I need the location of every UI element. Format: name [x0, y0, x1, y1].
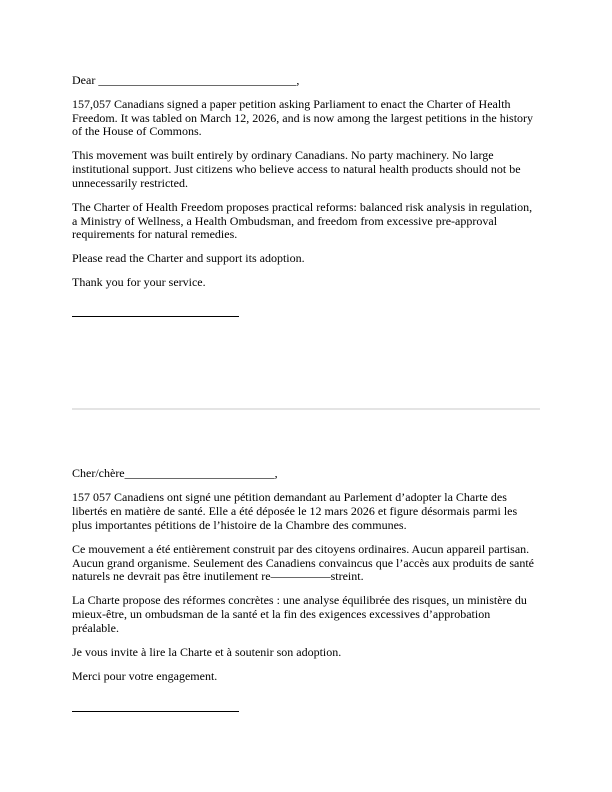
signature-line-en [72, 316, 239, 317]
paragraph-en-movement: This movement was built entirely by ordinary Canadians. No party machinery. No large institutional support. Just citizens who believe access to natural health products should not be unnecessarily restricted. [72, 148, 521, 190]
paragraph-en-request: Please read the Charter and support its adoption. [72, 251, 305, 266]
paragraph-fr-thanks: Merci pour votre engagement. [72, 668, 218, 683]
paragraph-en-petition: 157,057 Canadians signed a paper petition asking Parliament to enact the Charter of Health Freedom. It was tabled on March 12, 2026, and is now among the largest petitions in the history of the House of Commons. [72, 97, 534, 139]
paragraph-fr-reforms: La Charte propose des réformes concrètes : une analyse équilibrée des risques, un ministère du mieux-être, un ombudsman de la santé et la fin des exigences excessives d’approbation préalable. [72, 593, 527, 635]
paragraph-fr-movement: Ce mouvement a été entièrement construit par des citoyens ordinaires. Aucun appareil partisan. Aucun grand organisme. Seulement des Canadiens convaincus que l’accès aux produits de santé naturels ne devrait pas être inutilement re—————streint. [72, 541, 534, 584]
paragraph-en-reforms: The Charter of Health Freedom proposes practical reforms: balanced risk analysis in regulation, a Ministry of Wellness, a Health Ombudsman, and freedom from excessive pre-approval requirements for natural remedies. [72, 199, 533, 242]
section-divider [72, 408, 540, 411]
greeting-line-fr: Cher/chère_________________________, [72, 466, 278, 481]
greeting-line-en: Dear _________________________________, [72, 73, 300, 87]
page-content [72, 74, 540, 712]
letter-english-section [72, 74, 540, 317]
paragraph-en-thanks: Thank you for your service. [72, 275, 206, 290]
signature-line-fr [72, 711, 239, 712]
letter-french-section [72, 467, 540, 712]
paragraph-fr-request: Je vous invite à lire la Charte et à soutenir son adoption. [72, 644, 342, 659]
paragraph-fr-petition: 157 057 Canadiens ont signé une pétition demandant au Parlement d’adopter la Charte des libertés en matière de santé. Elle a été déposée le 12 mars 2026 et figure désormais parmi les plus importantes pétitions de l’histoire de la Chambre des communes. [72, 490, 518, 532]
